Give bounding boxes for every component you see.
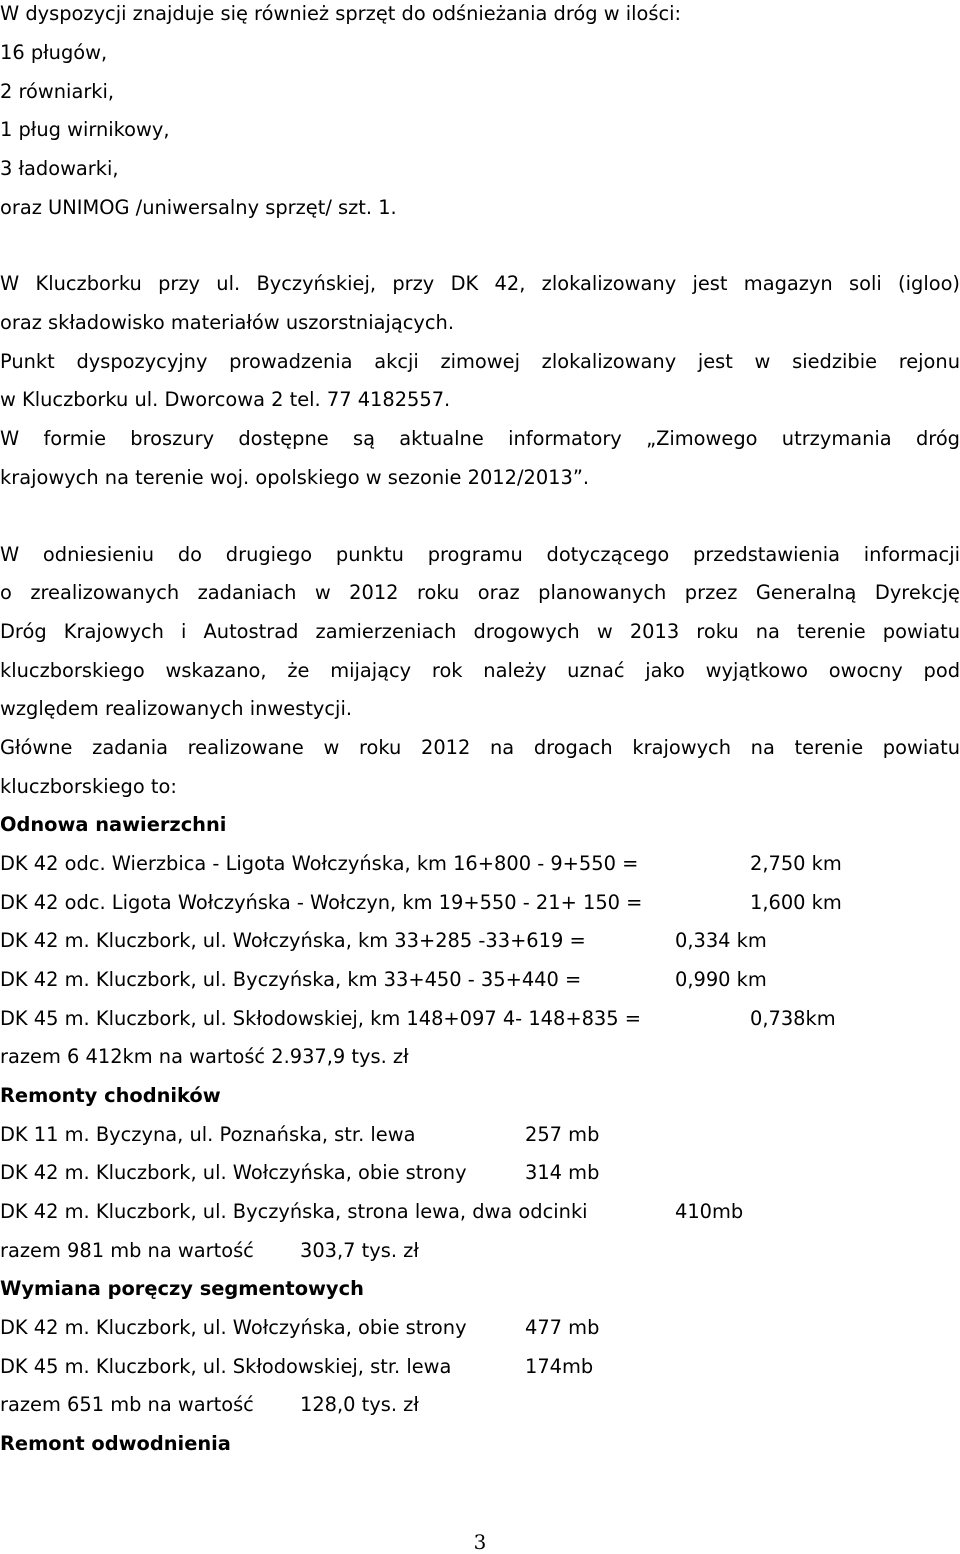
equipment-item: 16 pługów, bbox=[0, 41, 108, 64]
section-heading: Remonty chodników bbox=[0, 1084, 221, 1107]
road-row-value: 477 mb bbox=[525, 1316, 600, 1339]
paragraph-line: kluczborskiego wskazano, że mijający rok należy uznać jako wyjątkowo owocny pod bbox=[0, 659, 960, 682]
paragraph-line: Punkt dyspozycyjny prowadzenia akcji zimowej zlokalizowany jest w siedzibie rejonu bbox=[0, 350, 960, 373]
section-total: razem 6 412km na wartość 2.937,9 tys. zł bbox=[0, 1045, 409, 1068]
paragraph-line: względem realizowanych inwestycji. bbox=[0, 697, 352, 720]
road-row-value: 0,990 km bbox=[675, 968, 767, 991]
intro-line: W dyspozycji znajduje się również sprzęt do odśnieżania dróg w ilości: bbox=[0, 2, 682, 25]
paragraph-line: w Kluczborku ul. Dworcowa 2 tel. 77 4182557. bbox=[0, 388, 451, 411]
paragraph-line: Dróg Krajowych i Autostrad zamierzeniach drogowych w 2013 roku na terenie powiatu bbox=[0, 620, 960, 643]
paragraph-line: o zrealizowanych zadaniach w 2012 roku oraz planowanych przez Generalną Dyrekcję bbox=[0, 581, 960, 604]
road-row-desc: DK 42 m. Kluczbork, ul. Wołczyńska, obie strony bbox=[0, 1316, 467, 1339]
road-row-desc: DK 45 m. Kluczbork, ul. Skłodowskiej, str. lewa bbox=[0, 1355, 452, 1378]
equipment-item: 2 równiarki, bbox=[0, 80, 115, 103]
paragraph-line: Główne zadania realizowane w roku 2012 na drogach krajowych na terenie powiatu bbox=[0, 736, 960, 759]
paragraph-line: krajowych na terenie woj. opolskiego w sezonie 2012/2013”. bbox=[0, 466, 590, 489]
road-row-value: 314 mb bbox=[525, 1161, 600, 1184]
paragraph-line: oraz składowisko materiałów uszorstniających. bbox=[0, 311, 455, 334]
equipment-item: 1 pług wirnikowy, bbox=[0, 118, 170, 141]
page-number: 3 bbox=[473, 1530, 487, 1554]
paragraph-line: kluczborskiego to: bbox=[0, 775, 177, 798]
road-row-desc: DK 42 m. Kluczbork, ul. Wołczyńska, km 33+285 -33+619 = bbox=[0, 929, 586, 952]
paragraph-line: W Kluczborku przy ul. Byczyńskiej, przy DK 42, zlokalizowany jest magazyn soli (igloo) bbox=[0, 272, 960, 295]
road-row-desc: DK 42 m. Kluczbork, ul. Byczyńska, km 33+450 - 35+440 = bbox=[0, 968, 582, 991]
section-total-value: 303,7 tys. zł bbox=[300, 1239, 419, 1262]
road-row-value: 410mb bbox=[675, 1200, 744, 1223]
road-row-desc: DK 45 m. Kluczbork, ul. Skłodowskiej, km 148+097 4- 148+835 = bbox=[0, 1007, 641, 1030]
road-row-value: 0,738km bbox=[750, 1007, 836, 1030]
road-row-value: 2,750 km bbox=[750, 852, 842, 875]
equipment-item: oraz UNIMOG /uniwersalny sprzęt/ szt. 1. bbox=[0, 196, 397, 219]
road-row-desc: DK 42 m. Kluczbork, ul. Wołczyńska, obie strony bbox=[0, 1161, 467, 1184]
section-heading: Wymiana poręczy segmentowych bbox=[0, 1277, 364, 1300]
road-row-value: 1,600 km bbox=[750, 891, 842, 914]
road-row-value: 257 mb bbox=[525, 1123, 600, 1146]
road-row-value: 174mb bbox=[525, 1355, 594, 1378]
paragraph-line: W formie broszury dostępne są aktualne informatory „Zimowego utrzymania dróg bbox=[0, 427, 960, 450]
paragraph-line: W odniesieniu do drugiego punktu programu dotyczącego przedstawienia informacji bbox=[0, 543, 960, 566]
section-total-label: razem 981 mb na wartość bbox=[0, 1239, 254, 1262]
road-row-desc: DK 42 odc. Wierzbica - Ligota Wołczyńska, km 16+800 - 9+550 = bbox=[0, 852, 639, 875]
road-row-desc: DK 42 odc. Ligota Wołczyńska - Wołczyn, km 19+550 - 21+ 150 = bbox=[0, 891, 643, 914]
section-total-value: 128,0 tys. zł bbox=[300, 1393, 419, 1416]
equipment-item: 3 ładowarki, bbox=[0, 157, 119, 180]
road-row-desc: DK 42 m. Kluczbork, ul. Byczyńska, strona lewa, dwa odcinki bbox=[0, 1200, 588, 1223]
section-heading: Odnowa nawierzchni bbox=[0, 813, 227, 836]
road-row-desc: DK 11 m. Byczyna, ul. Poznańska, str. lewa bbox=[0, 1123, 416, 1146]
road-row-value: 0,334 km bbox=[675, 929, 767, 952]
section-heading: Remont odwodnienia bbox=[0, 1432, 231, 1455]
section-total-label: razem 651 mb na wartość bbox=[0, 1393, 254, 1416]
